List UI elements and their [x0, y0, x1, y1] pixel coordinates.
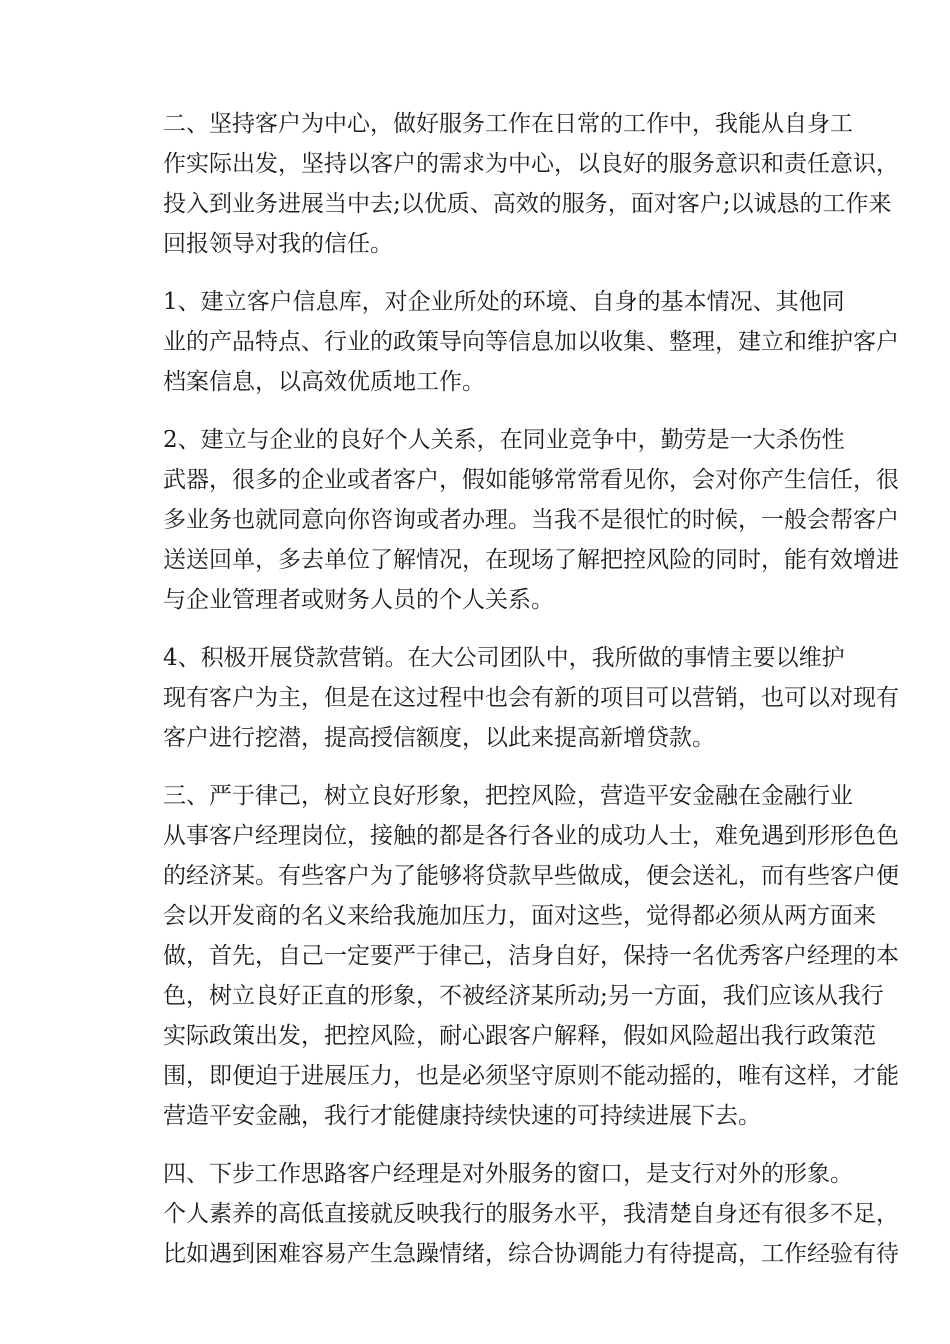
text-line: 与企业管理者或财务人员的个人关系。: [163, 587, 554, 613]
text-line: 送送回单，多去单位了解情况，在现场了解把控风险的同时，能有效增进: [163, 547, 899, 573]
paragraph-2: [117, 282, 899, 402]
text-line: 4、积极开展贷款营销。在大公司团队中，我所做的事情主要以维护: [163, 645, 845, 671]
text-line: 三、严于律己，树立良好形象，把控风险，营造平安金融在金融行业: [163, 783, 853, 809]
text-line: 业的产品特点、行业的政策导向等信息加以收集、整理，建立和维护客户: [163, 329, 899, 355]
paragraph-1: [117, 104, 899, 264]
text-line: 现有客户为主，但是在这过程中也会有新的项目可以营销，也可以对现有: [163, 685, 899, 711]
text-line: 实际政策出发，把控风险，耐心跟客户解释，假如风险超出我行政策范: [163, 1023, 876, 1049]
text-line: 2、建立与企业的良好个人关系，在同业竞争中，勤劳是一大杀伤性: [163, 427, 845, 453]
text-line: 围，即便迫于进展压力，也是必须坚守原则不能动摇的，唯有这样，才能: [163, 1063, 899, 1089]
text-line: 回报领导对我的信任。: [163, 231, 393, 257]
text-line: 做，首先，自己一定要严于律己，洁身自好，保持一名优秀客户经理的本: [163, 943, 899, 969]
text-line: 武器，很多的企业或者客户，假如能够常常看见你，会对你产生信任，很: [163, 467, 899, 493]
text-line: 从事客户经理岗位，接触的都是各行各业的成功人士，难免遇到形形色色: [163, 823, 899, 849]
paragraph-5: [117, 776, 899, 1136]
text-line: 的经济某。有些客户为了能够将贷款早些做成，便会送礼，而有些客户便: [163, 863, 899, 889]
text-line: 档案信息，以高效优质地工作。: [163, 369, 485, 395]
text-line: 投入到业务进展当中去;以优质、高效的服务，面对客户;以诚恳的工作来: [163, 191, 892, 217]
paragraph-4: [117, 638, 899, 758]
text-line: 1、建立客户信息库，对企业所处的环境、自身的基本情况、其他同: [163, 289, 845, 315]
text-line: 营造平安金融，我行才能健康持续快速的可持续进展下去。: [163, 1103, 761, 1129]
text-line: 色，树立良好正直的形象，不被经济某所动;另一方面，我们应该从我行: [163, 983, 884, 1009]
text-line: 多业务也就同意向你咨询或者办理。当我不是很忙的时候，一般会帮客户: [163, 507, 899, 533]
text-line: 比如遇到困难容易产生急躁情绪，综合协调能力有待提高，工作经验有待: [163, 1241, 899, 1267]
text-line: 二、坚持客户为中心，做好服务工作在日常的工作中，我能从自身工: [163, 111, 853, 137]
text-line: 作实际出发，坚持以客户的需求为中心，以良好的服务意识和责任意识，: [163, 151, 899, 177]
paragraph-6: [117, 1154, 899, 1274]
text-line: 四、下步工作思路客户经理是对外服务的窗口，是支行对外的形象。: [163, 1161, 853, 1187]
document-body: [117, 104, 899, 1292]
text-line: 个人素养的高低直接就反映我行的服务水平，我清楚自身还有很多不足，: [163, 1201, 899, 1227]
text-line: 客户进行挖潜，提高授信额度，以此来提高新增贷款。: [163, 725, 715, 751]
paragraph-3: [117, 420, 899, 620]
text-line: 会以开发商的名义来给我施加压力，面对这些，觉得都必须从两方面来: [163, 903, 876, 929]
